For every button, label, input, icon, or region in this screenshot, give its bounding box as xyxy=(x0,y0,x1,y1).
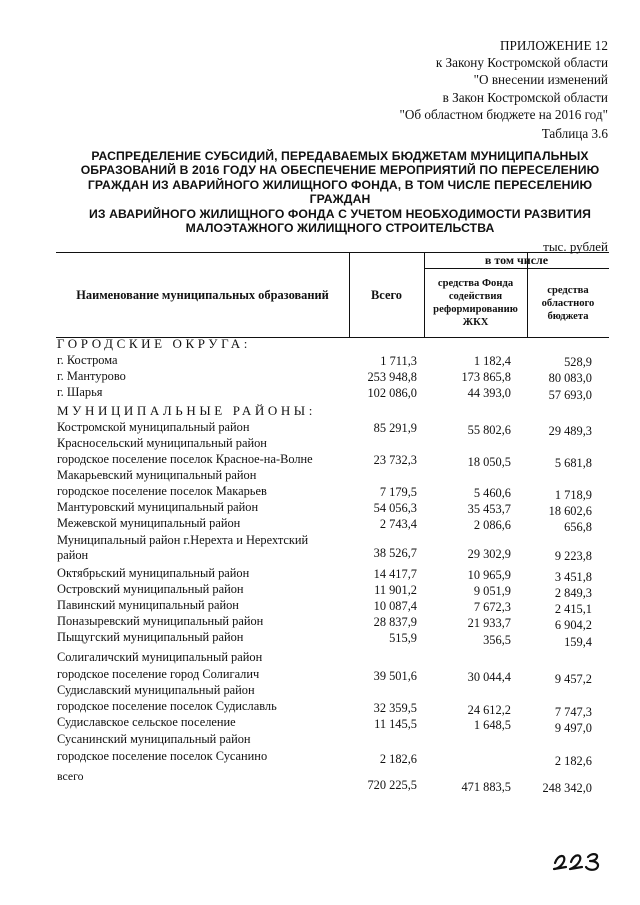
handwritten-page-number xyxy=(552,848,604,872)
row-name: Макарьевский муниципальный район xyxy=(57,468,257,482)
cell-regional: 2 415,1 xyxy=(554,602,592,616)
appendix-line: "Об областном бюджете на 2016 год" xyxy=(399,106,608,122)
cell-fund: 1 182,4 xyxy=(473,354,511,368)
cell-fund: 44 393,0 xyxy=(467,386,511,400)
title-line: ГРАЖДАН ИЗ АВАРИЙНОГО ЖИЛИЩНОГО ФОНДА, В ТОМ ЧИСЛЕ ПЕРЕСЕЛЕНИЮ ГРАЖДАН xyxy=(87,177,593,207)
cell-fund: 2 086,6 xyxy=(473,518,511,532)
cell-total: 102 086,0 xyxy=(367,386,417,400)
row-name: Костромской муниципальный район xyxy=(57,420,250,434)
cell-regional: 9 457,2 xyxy=(554,672,592,686)
row-name: Красносельский муниципальный район xyxy=(57,436,267,450)
cell-regional: 159,4 xyxy=(564,635,592,649)
cell-regional: 656,8 xyxy=(564,520,592,534)
row-name: Островский муниципальный район xyxy=(57,582,244,596)
cell-fund: 173 865,8 xyxy=(461,370,511,384)
cell-total: 11 901,2 xyxy=(374,583,417,597)
cell-total: 253 948,8 xyxy=(367,370,417,384)
table-number: Таблица 3.6 xyxy=(541,126,608,141)
cell-regional: 9 497,0 xyxy=(554,721,592,735)
cell-fund: 9 051,9 xyxy=(473,584,511,598)
table-header xyxy=(56,252,609,338)
cell-fund: 7 672,3 xyxy=(473,600,511,614)
row-name: Мантуровский муниципальный район xyxy=(57,500,259,514)
cell-fund: 10 965,9 xyxy=(467,568,511,582)
header-regional-line: средства xyxy=(547,284,589,296)
cell-fund: 35 453,7 xyxy=(467,502,511,516)
header-total: Всего xyxy=(371,287,402,302)
cell-fund: 1 648,5 xyxy=(473,718,511,732)
cell-total: 23 732,3 xyxy=(373,453,417,467)
cell-total: 515,9 xyxy=(389,631,417,645)
row-name: городское поселение поселок Красное-на-Волне xyxy=(57,452,313,466)
total-cell-regional: 248 342,0 xyxy=(542,781,592,795)
cell-regional: 2 849,3 xyxy=(554,586,592,600)
row-name: Пыщугский муниципальный район xyxy=(57,630,244,644)
cell-regional: 57 693,0 xyxy=(548,388,592,402)
cell-total: 11 145,5 xyxy=(374,717,417,731)
total-row-name: всего xyxy=(57,769,84,783)
row-name: Муниципальный район г.Нерехта и Нерехтский район xyxy=(57,533,309,562)
row-name: Поназыревский муниципальный район xyxy=(57,614,264,628)
cell-regional: 2 182,6 xyxy=(554,754,592,768)
total-cell-total: 720 225,5 xyxy=(367,778,417,792)
header-fund-line: содействия xyxy=(448,291,503,302)
title-line: РАСПРЕДЕЛЕНИЕ СУБСИДИЙ, ПЕРЕДАВАЕМЫХ БЮДЖЕТАМ МУНИЦИПАЛЬНЫХ xyxy=(91,149,589,163)
row-name: г. Шарья xyxy=(57,385,103,399)
header-fund-line: ЖКХ xyxy=(462,317,489,328)
appendix-line: ПРИЛОЖЕНИЕ 12 xyxy=(500,38,608,53)
cell-fund: 29 302,9 xyxy=(467,547,511,561)
row-name: Павинский муниципальный район xyxy=(57,598,239,612)
row-name: городское поселение поселок Макарьев xyxy=(57,484,267,498)
cell-total: 32 359,5 xyxy=(373,701,417,715)
row-name: г. Кострома xyxy=(57,353,118,367)
row-name: Солигаличский муниципальный район xyxy=(57,650,263,664)
cell-fund: 30 044,4 xyxy=(467,670,511,684)
header-fund-line: средства Фонда xyxy=(437,278,514,289)
cell-fund: 356,5 xyxy=(483,633,511,647)
row-name: Судиславское сельское поселение xyxy=(57,715,236,729)
cell-regional: 9 223,8 xyxy=(554,549,592,563)
header-fund-line: реформированию xyxy=(433,304,518,315)
cell-regional: 6 904,2 xyxy=(554,618,592,632)
appendix-line: к Закону Костромской области xyxy=(435,55,608,71)
cell-fund: 18 050,5 xyxy=(467,455,511,469)
cell-regional: 1 718,9 xyxy=(554,488,592,502)
cell-regional: 3 451,8 xyxy=(554,570,592,584)
title-line: ИЗ АВАРИЙНОГО ЖИЛИЩНОГО ФОНДА С УЧЕТОМ НЕОБХОДИМОСТИ РАЗВИТИЯ xyxy=(89,206,591,221)
cell-total: 7 179,5 xyxy=(379,485,417,499)
row-name: г. Мантурово xyxy=(57,369,126,383)
row-name: Сусанинский муниципальный район xyxy=(57,732,251,746)
section-municipal-districts: МУНИЦИПАЛЬНЫЕ РАЙОНЫ: xyxy=(57,403,316,418)
cell-total: 85 291,9 xyxy=(373,421,417,435)
cell-fund: 24 612,2 xyxy=(467,703,511,717)
header-name: Наименование муниципальных образований xyxy=(76,287,329,302)
cell-regional: 5 681,8 xyxy=(554,456,592,470)
cell-total: 14 417,7 xyxy=(373,567,417,581)
cell-regional: 80 083,0 xyxy=(548,371,592,385)
cell-fund: 55 802,6 xyxy=(467,423,511,437)
row-name: Судиславский муниципальный район xyxy=(57,683,255,697)
appendix-line: в Закон Костромской области xyxy=(442,89,608,105)
row-name: Межевской муниципальный район xyxy=(57,516,241,530)
units-label: тыс. рублей xyxy=(543,239,608,254)
appendix-line: "О внесении изменений xyxy=(473,72,608,88)
row-name: городское поселение поселок Сусанино xyxy=(57,749,268,763)
cell-total: 10 087,4 xyxy=(373,599,417,613)
row-name: городское поселение поселок Судиславль xyxy=(57,699,277,713)
cell-total: 1 711,3 xyxy=(380,354,417,368)
cell-total: 54 056,3 xyxy=(373,501,417,515)
cell-regional: 7 747,3 xyxy=(554,705,592,719)
cell-total: 2 743,4 xyxy=(379,517,417,531)
cell-fund: 5 460,6 xyxy=(473,486,511,500)
cell-total: 38 526,7 xyxy=(373,546,417,560)
appendix-reference xyxy=(399,37,608,123)
document-title xyxy=(56,149,624,235)
title-line: МАЛОЭТАЖНОГО ЖИЛИЩНОГО СТРОИТЕЛЬСТВА xyxy=(185,221,495,236)
total-cell-fund: 471 883,5 xyxy=(461,780,511,794)
section-urban-districts: ГОРОДСКИЕ ОКРУГА: xyxy=(57,336,251,351)
header-regional xyxy=(527,269,609,337)
row-name: Октябрьский муниципальный район xyxy=(57,566,250,580)
cell-fund: 21 933,7 xyxy=(467,616,511,630)
cell-regional: 29 489,3 xyxy=(548,424,592,438)
title-line: ОБРАЗОВАНИЙ В 2016 ГОДУ НА ОБЕСПЕЧЕНИЕ МЕРОПРИЯТИЙ ПО ПЕРЕСЕЛЕНИЮ xyxy=(80,163,600,178)
header-fund xyxy=(424,269,527,337)
cell-total: 2 182,6 xyxy=(379,752,417,766)
row-name: городское поселение город Солигалич xyxy=(57,667,260,681)
cell-total: 39 501,6 xyxy=(373,669,417,683)
header-regional-line: бюджета xyxy=(547,310,589,322)
cell-total: 28 837,9 xyxy=(373,615,417,629)
cell-regional: 18 602,6 xyxy=(548,504,592,518)
cell-regional: 528,9 xyxy=(564,355,592,369)
header-regional-line: областного xyxy=(541,297,595,309)
header-including: в том числе xyxy=(484,253,549,267)
